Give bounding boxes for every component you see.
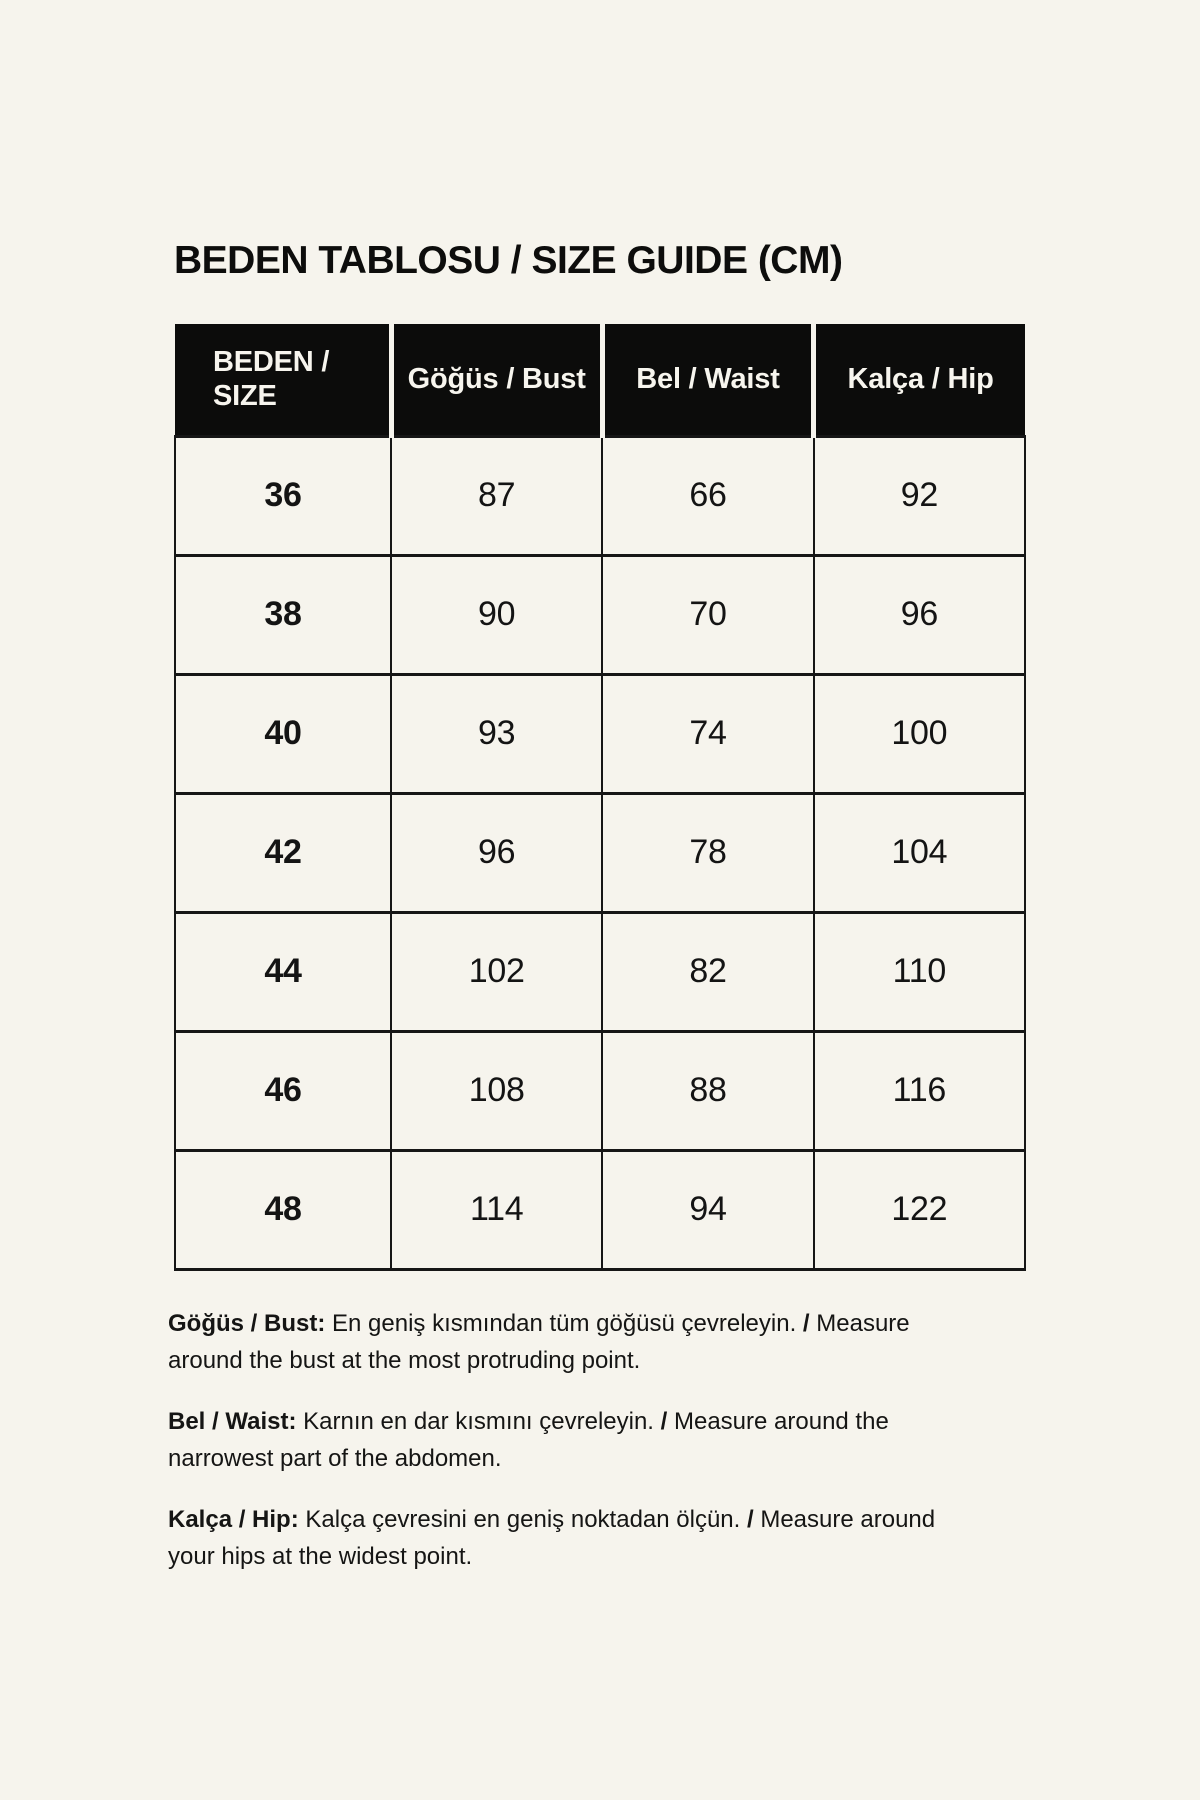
hip-value: 96 [814, 555, 1025, 674]
hip-value: 104 [814, 793, 1025, 912]
column-header-waist: Bel / Waist [602, 324, 813, 436]
size-value: 40 [175, 674, 391, 793]
size-table-body [175, 436, 1025, 1269]
waist-value: 88 [602, 1031, 813, 1150]
size-value: 46 [175, 1031, 391, 1150]
size-value: 38 [175, 555, 391, 674]
column-header-size: BEDEN / SIZE [175, 324, 391, 436]
waist-value: 78 [602, 793, 813, 912]
bust-value: 90 [391, 555, 602, 674]
hip-value: 92 [814, 436, 1025, 555]
bust-value: 108 [391, 1031, 602, 1150]
size-table-header [175, 324, 1025, 436]
note-hip-label: Kalça / Hip: [168, 1505, 299, 1533]
table-row [175, 1150, 1025, 1269]
size-value: 44 [175, 912, 391, 1031]
hip-value: 110 [814, 912, 1025, 1031]
column-header-hip: Kalça / Hip [814, 324, 1025, 436]
page-title: BEDEN TABLOSU / SIZE GUIDE (CM) [174, 239, 843, 282]
waist-value: 66 [602, 436, 813, 555]
measurement-notes [168, 1305, 968, 1575]
note-hip [168, 1501, 968, 1575]
table-row [175, 912, 1025, 1031]
hip-value: 116 [814, 1031, 1025, 1150]
header-row [175, 324, 1025, 436]
hip-value: 100 [814, 674, 1025, 793]
bust-value: 102 [391, 912, 602, 1031]
note-bust-tr: En geniş kısmından tüm göğüsü çevreleyin. [332, 1309, 797, 1337]
size-guide-table [174, 324, 1026, 1271]
waist-value: 94 [602, 1150, 813, 1269]
note-bust-label: Göğüs / Bust: [168, 1309, 326, 1337]
waist-value: 70 [602, 555, 813, 674]
size-value: 36 [175, 436, 391, 555]
waist-value: 82 [602, 912, 813, 1031]
note-waist-en: Measure around the narrowest part of the abdomen. [168, 1407, 889, 1472]
table-row [175, 674, 1025, 793]
size-guide-content [168, 238, 1026, 1575]
note-hip-separator: / [747, 1505, 754, 1533]
waist-value: 74 [602, 674, 813, 793]
bust-value: 114 [391, 1150, 602, 1269]
size-value: 48 [175, 1150, 391, 1269]
table-row [175, 1031, 1025, 1150]
table-row [175, 436, 1025, 555]
note-waist [168, 1403, 968, 1477]
table-row [175, 793, 1025, 912]
table-row [175, 555, 1025, 674]
note-waist-separator: / [660, 1407, 668, 1435]
note-hip-en: Measure around your hips at the widest point. [168, 1505, 936, 1570]
note-bust [168, 1305, 968, 1379]
note-waist-label: Bel / Waist: [168, 1407, 297, 1435]
bust-value: 93 [391, 674, 602, 793]
size-value: 42 [175, 793, 391, 912]
bust-value: 87 [391, 436, 602, 555]
bust-value: 96 [391, 793, 602, 912]
note-waist-tr: Karnın en dar kısmını çevreleyin. [303, 1407, 654, 1435]
note-bust-en: Measure around the bust at the most protruding point. [168, 1309, 910, 1374]
note-hip-tr: Kalça çevresini en geniş noktadan ölçün. [305, 1505, 741, 1533]
note-bust-separator: / [802, 1309, 810, 1337]
column-header-bust: Göğüs / Bust [391, 324, 602, 436]
hip-value: 122 [814, 1150, 1025, 1269]
